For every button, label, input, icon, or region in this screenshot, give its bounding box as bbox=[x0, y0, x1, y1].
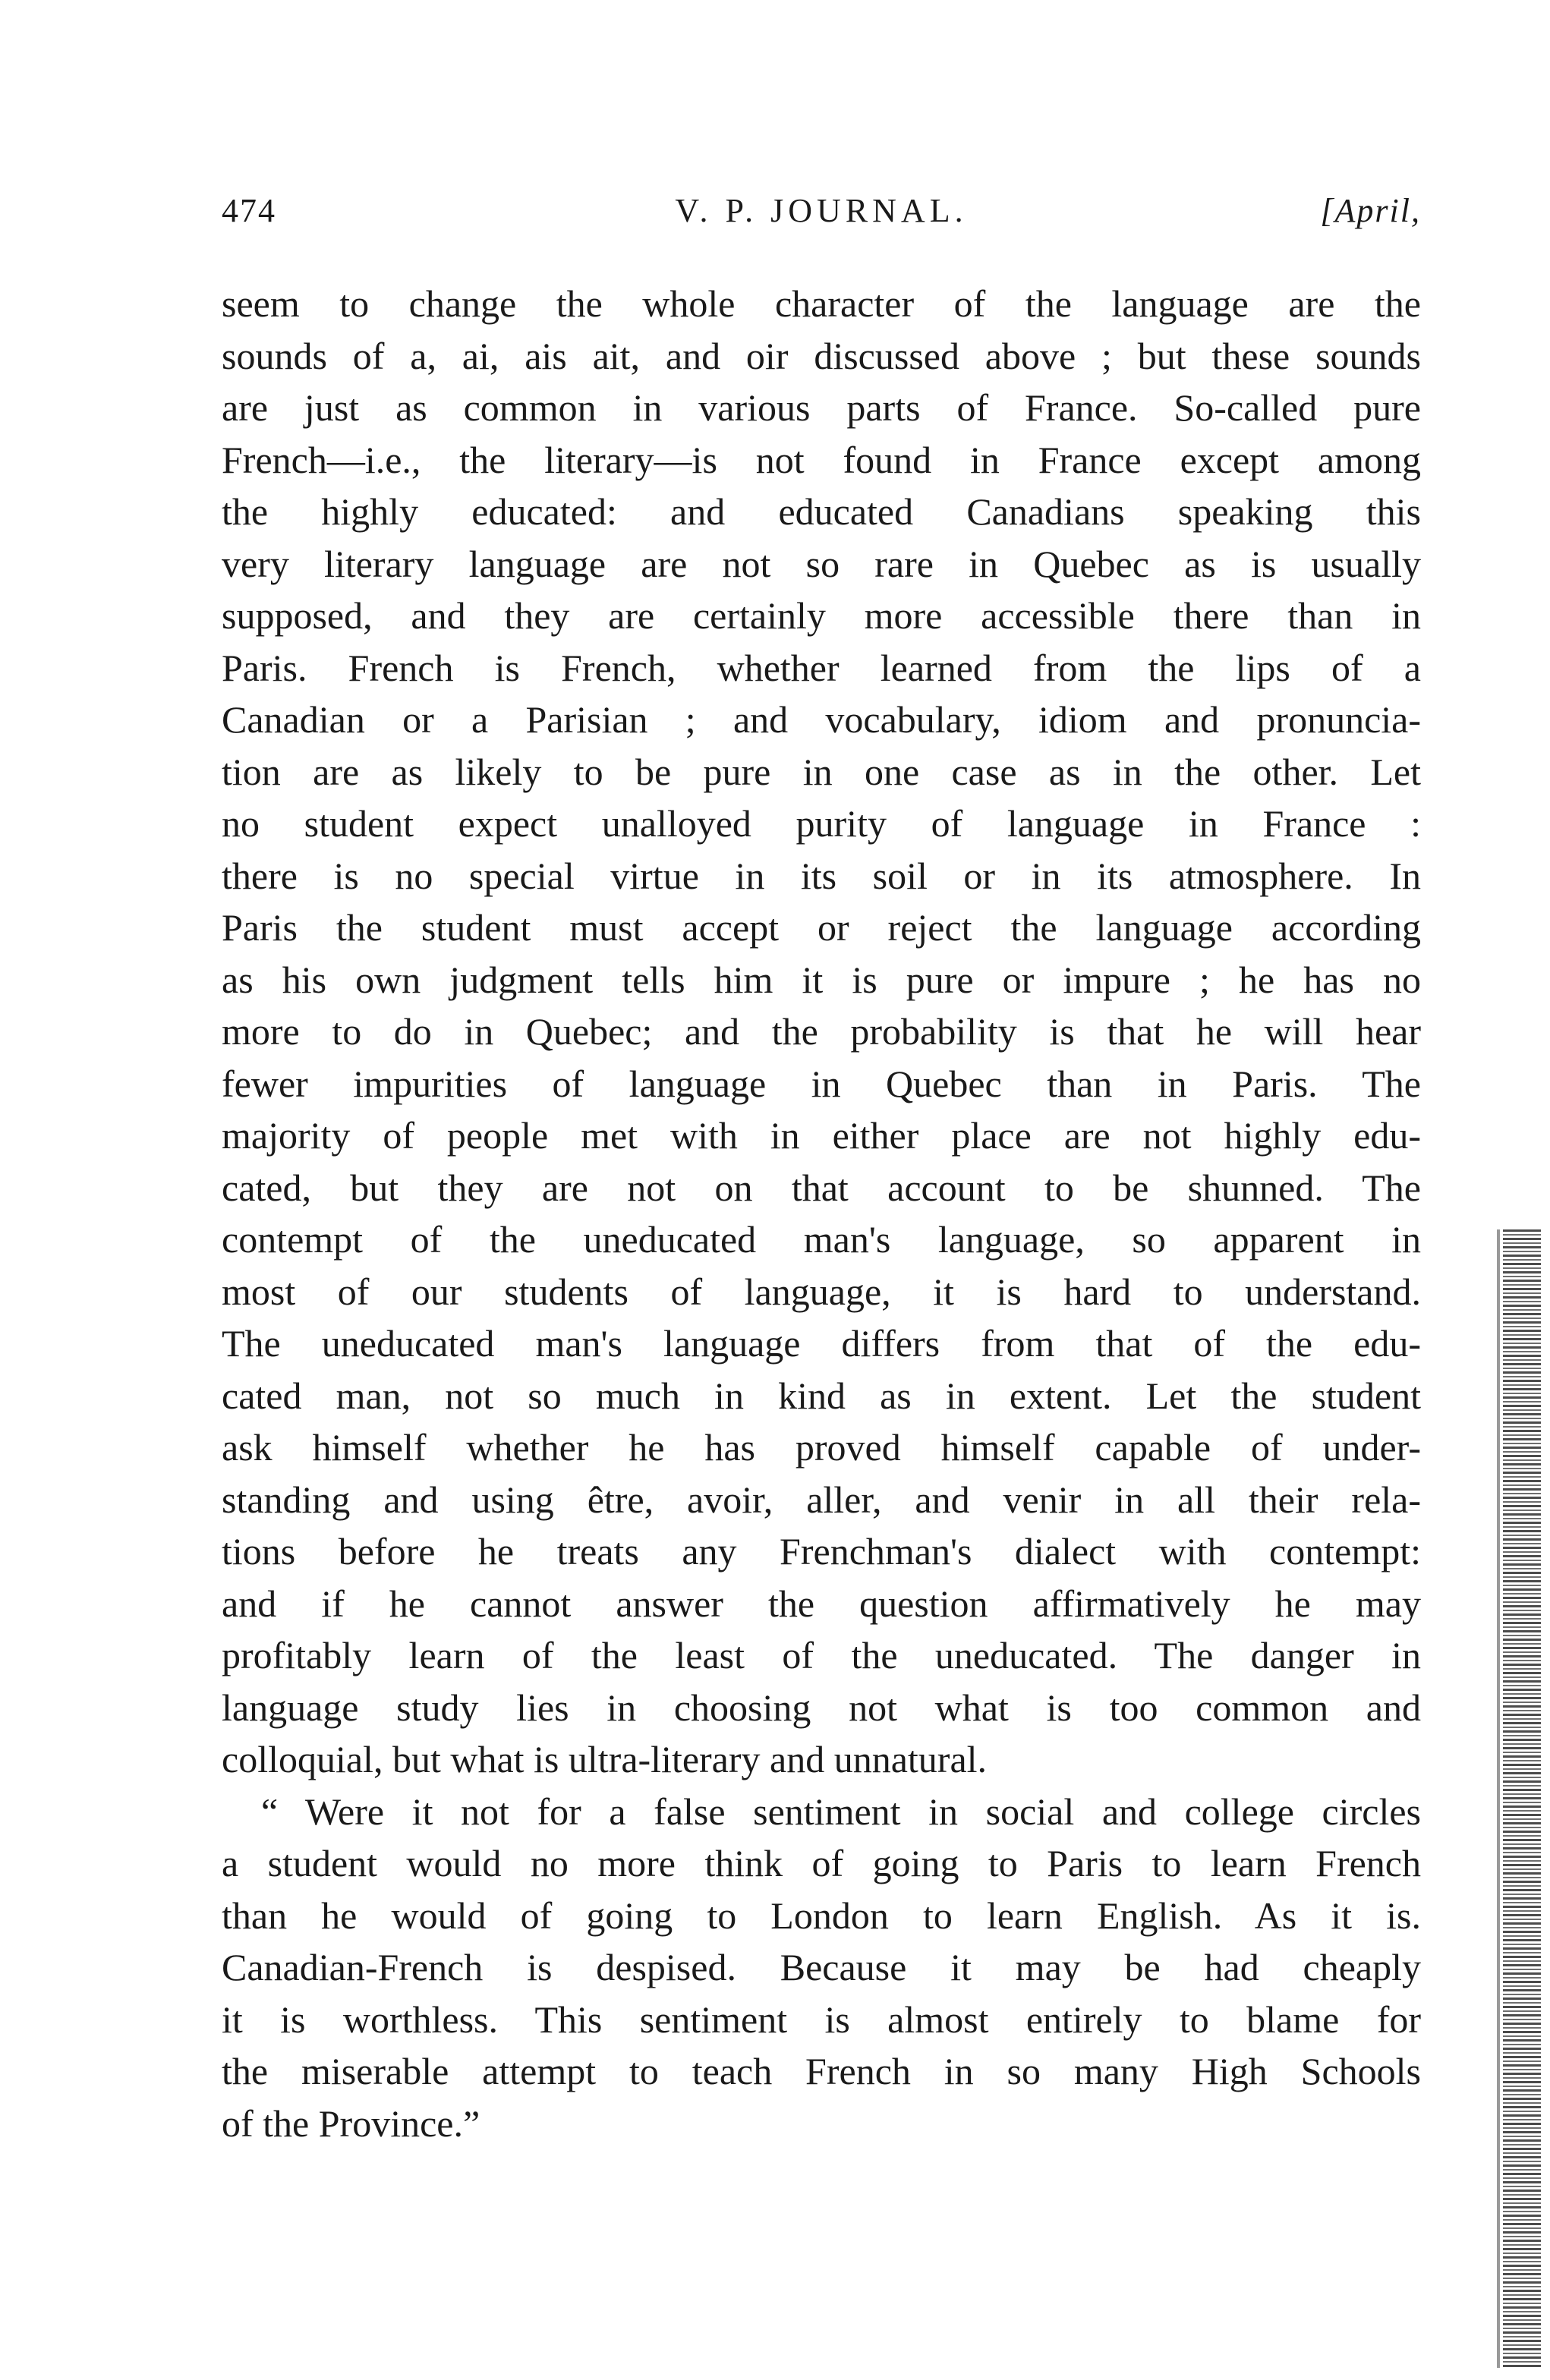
text-line: it is worthless. This sentiment is almost entirely to blame for bbox=[222, 1998, 1421, 2041]
text-line: and if he cannot answer the question affirmatively he may bbox=[222, 1582, 1421, 1625]
text-line: very literary language are not so rare in Quebec as is usually bbox=[222, 542, 1421, 585]
text-line: fewer impurities of language in Quebec than in Paris. The bbox=[222, 1062, 1421, 1105]
text-line: French—i.e., the literary—is not found in France except among bbox=[222, 438, 1421, 481]
page-edge bbox=[1497, 1229, 1500, 2368]
text-line: contempt of the uneducated man's language, so apparent in bbox=[222, 1218, 1421, 1261]
text-line: Canadian-French is despised. Because it may be had cheaply bbox=[222, 1946, 1421, 1988]
text-line: the miserable attempt to teach French in so many High Schools bbox=[222, 2050, 1421, 2092]
text-line: colloquial, but what is ultra-literary and unnatural. bbox=[222, 1738, 988, 1780]
text-line: The uneducated man's language differs from that of the edu- bbox=[222, 1322, 1421, 1365]
text-line: are just as common in various parts of France. So-called pure bbox=[222, 386, 1421, 429]
book-spine-shadow bbox=[1503, 1229, 1541, 2368]
running-head bbox=[222, 191, 1421, 244]
text-line: of the Province.” bbox=[222, 2101, 480, 2145]
page-number: 474 bbox=[222, 192, 276, 229]
text-line: standing and using être, avoir, aller, and venir in all their rela- bbox=[222, 1478, 1421, 1521]
text-line: Paris. French is French, whether learned from the lips of a bbox=[222, 646, 1421, 689]
text-line: tion are as likely to be pure in one case as in the other. Let bbox=[222, 750, 1421, 793]
text-line: more to do in Quebec; and the probability is that he will hear bbox=[222, 1010, 1421, 1053]
text-line: profitably learn of the least of the uneducated. The danger in bbox=[222, 1634, 1421, 1676]
text-line: Paris the student must accept or reject the language according bbox=[222, 906, 1421, 949]
text-line: than he would of going to London to learn English. As it is. bbox=[222, 1894, 1421, 1937]
text-line: cated, but they are not on that account to be shunned. The bbox=[222, 1166, 1421, 1209]
text-line: there is no special virtue in its soil or in its atmosphere. In bbox=[222, 854, 1421, 897]
text-line: as his own judgment tells him it is pure or impure ; he has no bbox=[222, 958, 1421, 1001]
body-text bbox=[222, 278, 1421, 2149]
text-line: majority of people met with in either place are not highly edu- bbox=[222, 1114, 1421, 1157]
text-line: most of our students of language, it is hard to understand. bbox=[222, 1270, 1421, 1313]
text-line: supposed, and they are certainly more accessible there than in bbox=[222, 594, 1421, 637]
text-line: the highly educated: and educated Canadians speaking this bbox=[222, 490, 1421, 533]
text-line: tions before he treats any Frenchman's dialect with contempt: bbox=[222, 1530, 1421, 1572]
text-line: no student expect unalloyed purity of language in France : bbox=[222, 802, 1421, 845]
text-line: cated man, not so much in kind as in extent. Let the student bbox=[222, 1374, 1421, 1417]
text-line: ask himself whether he has proved himself capable of under- bbox=[222, 1426, 1421, 1469]
text-line: “ Were it not for a false sentiment in social and college circles bbox=[261, 1790, 1421, 1833]
text-line: language study lies in choosing not what is too common and bbox=[222, 1686, 1421, 1729]
text-line: Canadian or a Parisian ; and vocabulary, idiom and pronuncia- bbox=[222, 698, 1421, 741]
journal-title: V. P. JOURNAL. bbox=[675, 192, 968, 229]
text-line: a student would no more think of going to Paris to learn French bbox=[222, 1842, 1421, 1884]
running-head-month: [April, bbox=[1320, 192, 1421, 229]
text-line: sounds of a, ai, ais ait, and oir discussed above ; but these sounds bbox=[222, 334, 1421, 377]
text-line: seem to change the whole character of the language are the bbox=[222, 282, 1421, 325]
